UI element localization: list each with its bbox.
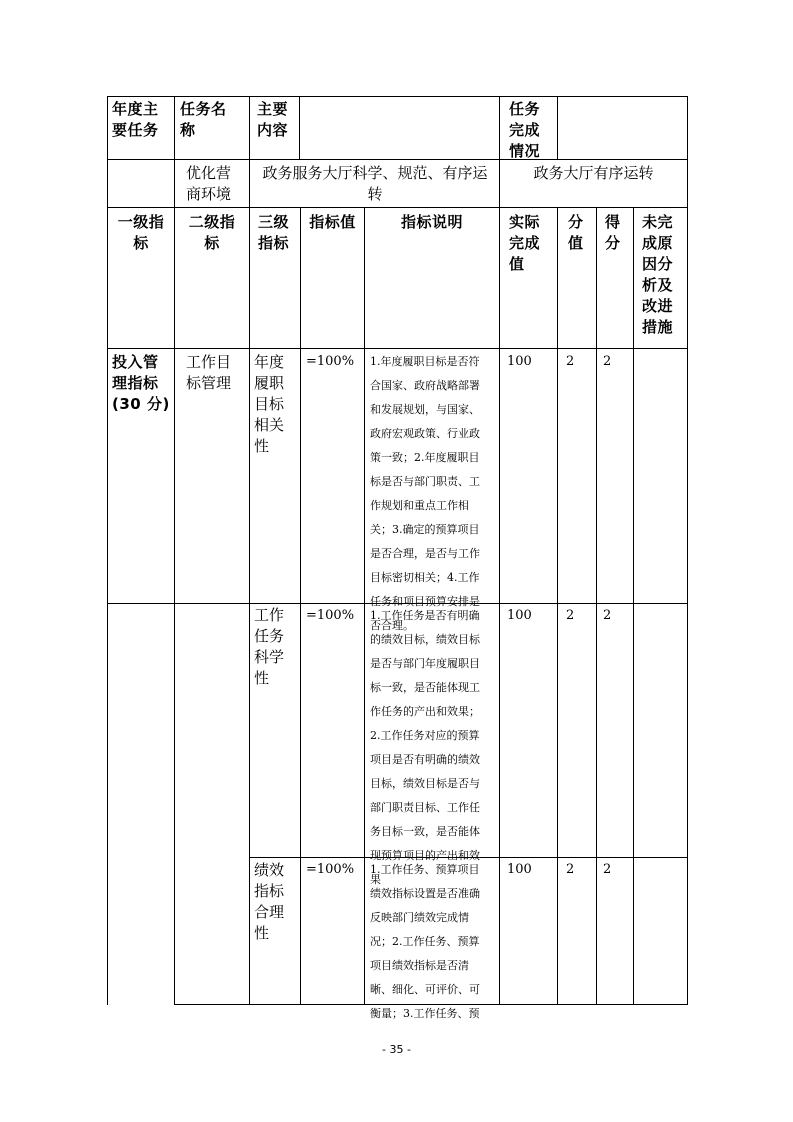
header-task-completion: 任务 完成 情况 <box>509 100 541 160</box>
header-main-content: 主要 内容 <box>257 100 289 139</box>
task-completion-cell: 政务大厅有序运转 <box>533 164 654 182</box>
col-level2-indicator: 二级指 标 <box>188 213 236 252</box>
col-analysis: 未完 成原 因分 析及 改进 措施 <box>642 213 674 336</box>
row-actual-value: 100 <box>507 862 532 877</box>
col-level1-indicator: 一级指 标 <box>117 213 165 252</box>
row-level3: 年度 履职 目标 相关 性 <box>254 353 285 455</box>
col-actual-value: 实际 完成 值 <box>509 213 541 273</box>
col-indicator-value: 指标值 <box>309 213 356 231</box>
row-earned-score: 2 <box>603 354 612 369</box>
row-indicator-value: =100% <box>306 862 355 877</box>
col-level3-indicator: 三级 指标 <box>258 213 290 252</box>
row-indicator-description: 1.年度履职目标是否符 合国家、政府战略部署 和发展规划，与国家、 政府宏观政策、行业政 策一致；2.年度履职目 标是否与部门职责、工 作规划和重点工作相 关；3.确定的预算项目 是否合理，是否与工作 目标密切相关；4.工作 任务和项目预算安排是 否合理。 <box>370 355 480 632</box>
row-earned-score: 2 <box>603 608 612 623</box>
task-name-cell: 优化营 商环境 <box>186 164 232 203</box>
row-score: 2 <box>566 608 575 623</box>
row-actual-value: 100 <box>507 354 532 369</box>
row-level3: 工作 任务 科学 性 <box>254 606 285 687</box>
row-score: 2 <box>566 862 575 877</box>
page-number: - 35 - <box>382 1043 411 1056</box>
header-task-name: 任务名 称 <box>180 100 227 139</box>
main-content-cell: 政务服务大厅科学、规范、有序运 转 <box>262 164 488 203</box>
row-indicator-value: =100% <box>306 608 355 623</box>
row-earned-score: 2 <box>603 862 612 877</box>
col-indicator-description: 指标说明 <box>400 213 463 231</box>
row-score: 2 <box>566 354 575 369</box>
col-score: 分 值 <box>568 213 584 252</box>
row-level2: 工作目 标管理 <box>186 353 232 392</box>
row-indicator-value: =100% <box>306 354 355 369</box>
row-level1: 投入管 理指标 (30 分) <box>112 353 170 413</box>
header-annual-task: 年度主 要任务 <box>112 100 159 139</box>
col-earned-score: 得 分 <box>605 213 621 252</box>
row-indicator-description: 1.工作任务是否有明确 的绩效目标，绩效目标 是否与部门年度履职目 标一致，是否能体现工 作任务的产出和效果； 2.工作任务对应的预算 项目是否有明确的绩效 目标，绩效目标是否与 部门职责目标、工作任 务目标一致，是否能体 现预算项目的产出和效 果 <box>370 609 480 886</box>
row-actual-value: 100 <box>507 608 532 623</box>
row-indicator-description: 1.工作任务、预算项目 绩效指标设置是否准确 反映部门绩效完成情 况；2.工作任务、预算 项目绩效指标是否清 晰、细化、可评价、可 衡量；3.工作任务、预 <box>370 863 480 1020</box>
row-level3: 绩效 指标 合理 性 <box>254 861 285 942</box>
